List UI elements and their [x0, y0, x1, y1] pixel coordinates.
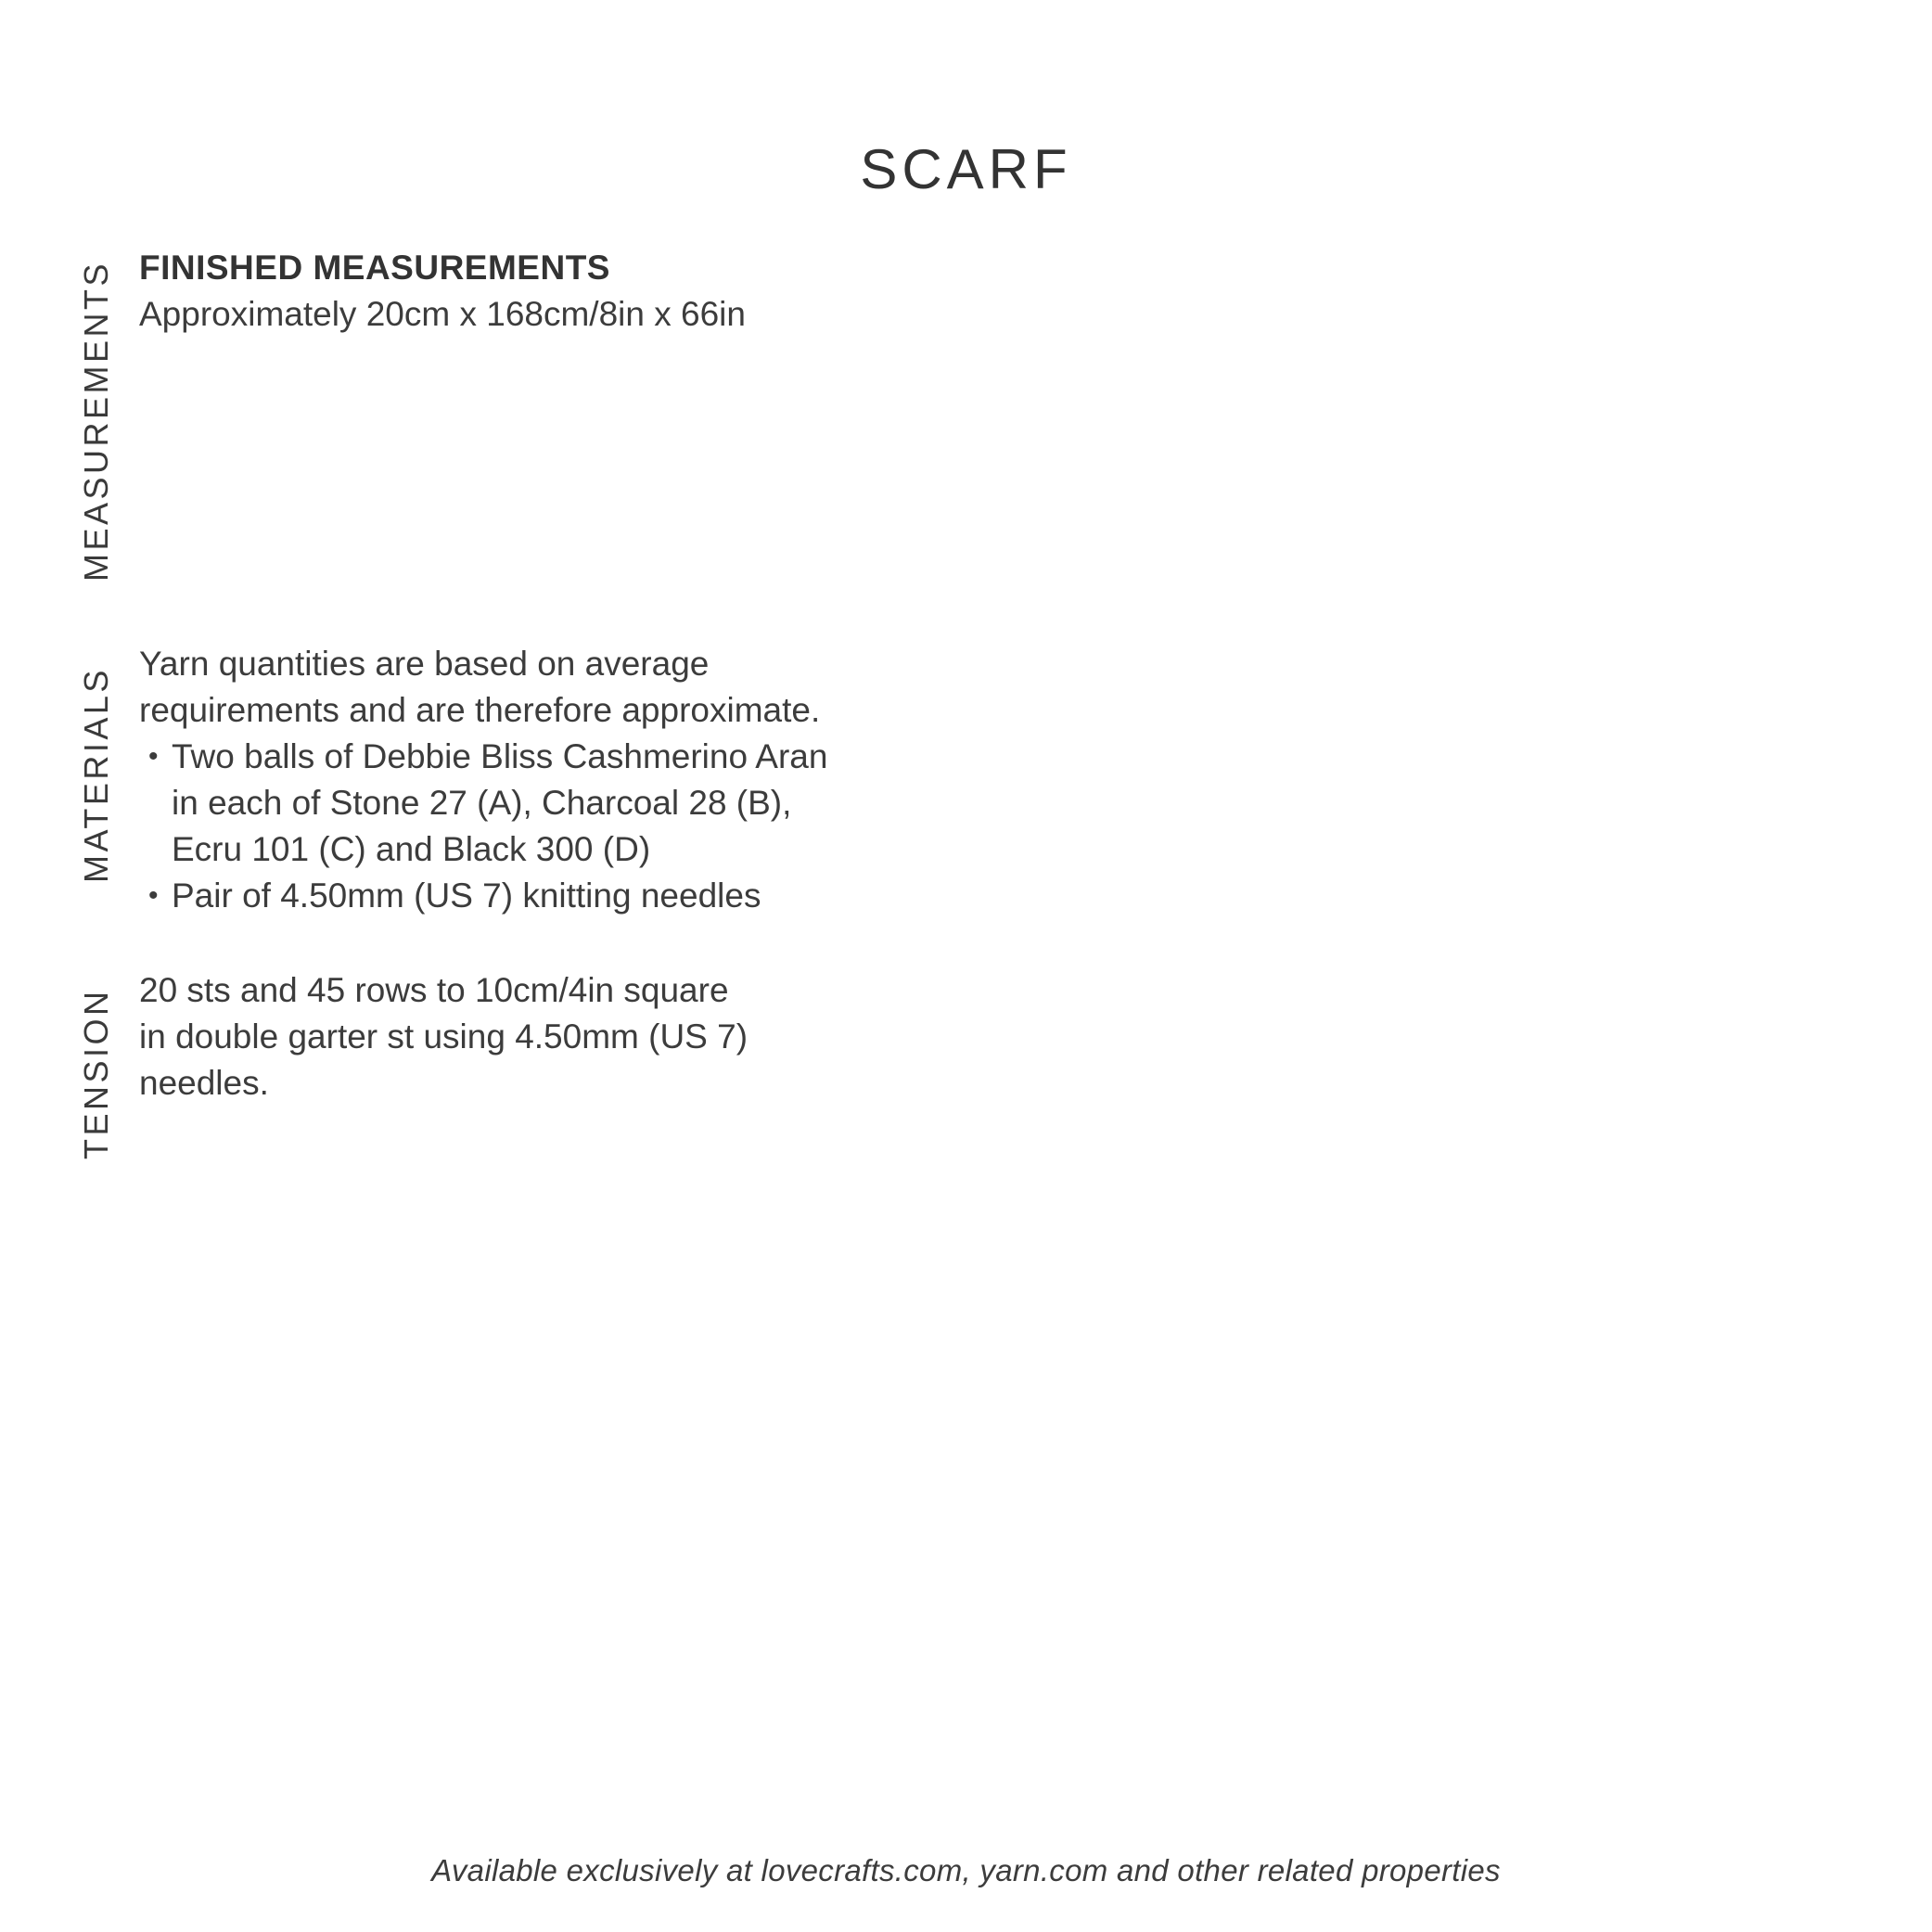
materials-item-line: Ecru 101 (C) and Black 300 (D)	[172, 830, 651, 868]
materials-list	[139, 734, 955, 919]
materials-item-line: Two balls of Debbie Bliss Cashmerino Aran	[172, 737, 828, 775]
section-label-tension: TENSION	[77, 988, 115, 1159]
finished-measurements-text: Approximately 20cm x 168cm/8in x 66in	[139, 295, 746, 333]
tension-line: needles.	[139, 1064, 269, 1102]
measurements-section	[139, 245, 955, 338]
materials-intro-line: Yarn quantities are based on average	[139, 645, 710, 683]
section-label-materials: MATERIALS	[77, 667, 115, 883]
page-title: SCARF	[860, 138, 1072, 200]
tension-line: 20 sts and 45 rows to 10cm/4in square	[139, 971, 729, 1009]
bullet-icon: •	[148, 880, 159, 911]
materials-item-line: Pair of 4.50mm (US 7) knitting needles	[172, 876, 761, 915]
section-label-measurements: MEASUREMENTS	[77, 260, 115, 582]
materials-item-line: in each of Stone 27 (A), Charcoal 28 (B),	[172, 784, 792, 822]
materials-list-item	[139, 734, 955, 873]
tension-section	[139, 967, 955, 1107]
materials-intro-line: requirements and are therefore approximate.	[139, 691, 821, 729]
materials-section	[139, 641, 955, 919]
materials-list-item	[139, 873, 955, 919]
footer-availability-note: Available exclusively at lovecrafts.com, yarn.com and other related properties	[431, 1853, 1501, 1887]
bullet-icon: •	[148, 741, 159, 772]
finished-measurements-heading: FINISHED MEASUREMENTS	[139, 249, 610, 287]
tension-line: in double garter st using 4.50mm (US 7)	[139, 1017, 748, 1056]
